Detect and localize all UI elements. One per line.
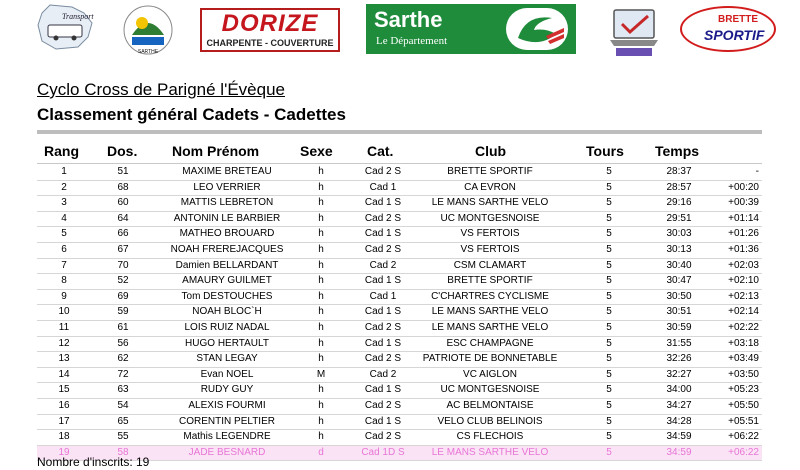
cell-temps: 30:59 <box>666 321 692 333</box>
cell-rang: 6 <box>61 243 67 255</box>
cell-temps: 29:16 <box>666 197 692 209</box>
cell-temps: 32:26 <box>666 353 692 365</box>
header-divider <box>37 163 762 164</box>
table-row <box>37 274 762 290</box>
header-temps: Temps <box>655 143 700 159</box>
cell-sexe: h <box>318 197 324 209</box>
cell-tours: 5 <box>606 415 612 427</box>
cell-temps: 28:37 <box>666 166 692 177</box>
cell-nom: LOIS RUIZ NADAL <box>184 321 270 333</box>
cell-club: CSM CLAMART <box>453 259 527 271</box>
cell-temps: 30:03 <box>666 228 692 240</box>
cell-sexe: M <box>316 368 326 380</box>
table-row <box>37 259 762 275</box>
cell-tours: 5 <box>606 228 612 240</box>
cell-cat: Cad 2 <box>369 259 397 271</box>
cell-temps: 34:59 <box>666 431 692 443</box>
cell-sexe: d <box>318 446 324 458</box>
cell-ecart: +03:50 <box>728 368 759 380</box>
cell-dos: 55 <box>117 431 129 443</box>
dorize-logo-subtitle: CHARPENTE - COUVERTURE <box>206 38 334 48</box>
cell-ecart: +02:10 <box>728 275 759 287</box>
cell-dos: 58 <box>117 446 129 458</box>
cell-cat: Cad 1 S <box>364 228 402 240</box>
cell-rang: 13 <box>58 353 70 365</box>
cell-sexe: h <box>318 337 324 349</box>
cell-tours: 5 <box>606 337 612 349</box>
cell-temps: 28:57 <box>666 181 692 193</box>
cell-club: AC BELMONTAISE <box>446 399 534 411</box>
cell-ecart: +02:13 <box>728 290 759 302</box>
cell-nom: CORENTIN PELTIER <box>179 415 275 427</box>
table-row <box>37 212 762 228</box>
cell-nom: ALEXIS FOURMI <box>188 399 266 411</box>
cell-tours: 5 <box>606 368 612 380</box>
cell-ecart: +03:49 <box>728 353 759 365</box>
cell-sexe: h <box>318 306 324 318</box>
cell-cat: Cad 1 S <box>364 384 402 396</box>
cell-club: ESC CHAMPAGNE <box>446 337 534 349</box>
cell-tours: 5 <box>606 306 612 318</box>
cell-tours: 5 <box>606 384 612 396</box>
cell-temps: 30:50 <box>666 290 692 302</box>
cell-ecart: - <box>755 166 759 177</box>
cell-dos: 64 <box>117 212 129 224</box>
table-row <box>37 321 762 337</box>
cell-rang: 12 <box>58 337 70 349</box>
cell-cat: Cad 2 S <box>364 431 402 443</box>
cell-ecart: +05:50 <box>728 399 759 411</box>
cell-nom: STAN LEGAY <box>196 353 258 365</box>
cell-sexe: h <box>318 399 324 411</box>
cell-tours: 5 <box>606 353 612 365</box>
cell-nom: MATHEO BROUARD <box>179 228 275 240</box>
cell-sexe: h <box>318 243 324 255</box>
cell-club: PATRIOTE DE BONNETABLE <box>422 353 558 365</box>
cell-cat: Cad 1 S <box>364 275 402 287</box>
cell-sexe: h <box>318 415 324 427</box>
header-nom: Nom Prénom <box>172 143 260 159</box>
cell-temps: 30:51 <box>666 306 692 318</box>
cell-ecart: +01:26 <box>728 228 759 240</box>
cell-rang: 16 <box>58 399 70 411</box>
cell-sexe: h <box>318 275 324 287</box>
cell-ecart: +02:03 <box>728 259 759 271</box>
sarthe-emblem-icon <box>506 8 568 50</box>
cell-nom: AMAURY GUILMET <box>182 275 272 287</box>
cell-rang: 4 <box>61 212 67 224</box>
cell-sexe: h <box>318 166 324 177</box>
table-header <box>37 141 762 161</box>
cell-dos: 51 <box>117 166 129 177</box>
header-tours: Tours <box>586 143 624 159</box>
cell-sexe: h <box>318 181 324 193</box>
cell-nom: NOAH BLOC`H <box>192 306 262 318</box>
cell-sexe: h <box>318 353 324 365</box>
cell-ecart: +00:39 <box>728 197 759 209</box>
table-row <box>37 383 762 399</box>
cell-dos: 63 <box>117 384 129 396</box>
cell-rang: 2 <box>61 181 67 193</box>
cell-club: LE MANS SARTHE VELO <box>431 306 549 318</box>
header-club: Club <box>475 143 507 159</box>
brette-logo-top: BRETTE <box>718 14 758 25</box>
cell-rang: 11 <box>58 321 70 333</box>
cell-temps: 31:55 <box>666 337 692 349</box>
svg-text:Transport: Transport <box>62 12 94 21</box>
header-sexe: Sexe <box>300 143 333 159</box>
cell-sexe: h <box>318 228 324 240</box>
dorize-logo <box>200 8 340 52</box>
cell-cat: Cad 1D S <box>361 446 405 458</box>
cell-nom: JADE BESNARD <box>188 446 266 458</box>
cell-sexe: h <box>318 290 324 302</box>
cell-cat: Cad 2 S <box>364 212 402 224</box>
cell-cat: Cad 2 S <box>364 321 402 333</box>
cell-rang: 9 <box>61 290 67 302</box>
table-row <box>37 337 762 353</box>
cell-nom: LEO VERRIER <box>193 181 261 193</box>
header-dos: Dos. <box>107 143 138 159</box>
table-row <box>37 352 762 368</box>
cell-nom: Tom DESTOUCHES <box>181 290 273 302</box>
france-bus-logo <box>32 3 100 51</box>
cell-rang: 10 <box>58 306 70 318</box>
cell-club: UC MONTGESNOISE <box>440 212 540 224</box>
sarthe-logo-title: Sarthe <box>374 7 443 32</box>
cell-club: VELO CLUB BELINOIS <box>437 415 543 427</box>
table-row <box>37 368 762 384</box>
table-row <box>37 165 762 181</box>
cell-tours: 5 <box>606 446 612 458</box>
cell-tours: 5 <box>606 181 612 193</box>
cell-cat: Cad 1 S <box>364 306 402 318</box>
cell-temps: 30:47 <box>666 275 692 287</box>
cell-club: LE MANS SARTHE VELO <box>431 446 549 458</box>
cell-sexe: h <box>318 431 324 443</box>
cell-nom: Damien BELLARDANT <box>175 259 279 271</box>
cell-club: UC MONTGESNOISE <box>440 384 540 396</box>
cell-nom: MAXIME BRETEAU <box>182 166 272 177</box>
cell-rang: 7 <box>61 259 67 271</box>
cell-tours: 5 <box>606 212 612 224</box>
cell-temps: 29:51 <box>666 212 692 224</box>
cell-sexe: h <box>318 212 324 224</box>
header-rang: Rang <box>44 143 79 159</box>
cell-club: BRETTE SPORTIF <box>447 166 533 177</box>
cell-tours: 5 <box>606 243 612 255</box>
cell-nom: MATTIS LEBRETON <box>180 197 274 209</box>
cell-ecart: +01:36 <box>728 243 759 255</box>
cell-dos: 65 <box>117 415 129 427</box>
event-title: Cyclo Cross de Parigné l'Évèque <box>37 80 285 99</box>
cell-cat: Cad 1 S <box>364 415 402 427</box>
cell-nom: HUGO HERTAULT <box>185 337 269 349</box>
cell-nom: NOAH FREREJACQUES <box>170 243 284 255</box>
cell-temps: 34:27 <box>666 399 692 411</box>
cell-cat: Cad 2 S <box>364 353 402 365</box>
dorize-logo-title: DORIZE <box>221 10 319 37</box>
cell-club: VS FERTOIS <box>460 228 520 240</box>
brette-sportif-logo <box>680 6 776 52</box>
cell-club: LE MANS SARTHE VELO <box>431 197 549 209</box>
cell-temps: 34:00 <box>666 384 692 396</box>
title-divider <box>37 130 762 134</box>
brette-logo-bottom: SPORTIF <box>704 27 765 43</box>
cell-tours: 5 <box>606 431 612 443</box>
cell-dos: 70 <box>117 259 129 271</box>
cell-nom: RUDY GUY <box>200 384 254 396</box>
sarthe-logo-subtitle: Le Département <box>376 35 448 47</box>
cell-rang: 3 <box>61 197 67 209</box>
cell-tours: 5 <box>606 399 612 411</box>
cell-sexe: h <box>318 259 324 271</box>
table-row <box>37 305 762 321</box>
cell-rang: 8 <box>61 275 67 287</box>
table-row <box>37 399 762 415</box>
cell-ecart: +03:18 <box>728 337 759 349</box>
cell-nom: ANTONIN LE BARBIER <box>173 212 281 224</box>
cell-club: CA EVRON <box>464 181 516 193</box>
cell-tours: 5 <box>606 321 612 333</box>
cell-dos: 66 <box>117 228 129 240</box>
cell-rang: 14 <box>58 368 70 380</box>
cell-tours: 5 <box>606 166 612 177</box>
cell-nom: Mathis LEGENDRE <box>183 431 271 443</box>
cell-ecart: +06:22 <box>728 446 759 458</box>
table-row <box>37 290 762 306</box>
cell-dos: 62 <box>117 353 129 365</box>
table-row <box>37 196 762 212</box>
cell-temps: 34:28 <box>666 415 692 427</box>
cell-cat: Cad 2 S <box>364 166 402 177</box>
cell-nom: Evan NOEL <box>200 368 254 380</box>
cell-dos: 59 <box>117 306 129 318</box>
cell-cat: Cad 2 <box>369 368 397 380</box>
cell-cat: Cad 2 S <box>364 243 402 255</box>
cell-temps: 32:27 <box>666 368 692 380</box>
cell-dos: 68 <box>117 181 129 193</box>
cell-club: BRETTE SPORTIF <box>447 275 533 287</box>
cell-ecart: +05:51 <box>728 415 759 427</box>
cell-club: CS FLECHOIS <box>456 431 524 443</box>
cell-rang: 18 <box>58 431 70 443</box>
place-laptop-logo <box>606 4 662 60</box>
cell-club: VS FERTOIS <box>460 243 520 255</box>
cell-dos: 52 <box>117 275 129 287</box>
results-table-body <box>37 165 762 461</box>
table-row <box>37 181 762 197</box>
cell-ecart: +05:23 <box>728 384 759 396</box>
cell-dos: 69 <box>117 290 129 302</box>
ranking-title: Classement général Cadets - Cadettes <box>37 105 346 124</box>
cell-temps: 30:13 <box>666 243 692 255</box>
cell-cat: Cad 2 S <box>364 399 402 411</box>
cell-sexe: h <box>318 321 324 333</box>
cell-sexe: h <box>318 384 324 396</box>
cell-temps: 34:59 <box>666 446 692 458</box>
cell-dos: 61 <box>117 321 129 333</box>
cell-club: VC AIGLON <box>463 368 517 380</box>
cell-dos: 56 <box>117 337 129 349</box>
cell-ecart: +06:22 <box>728 431 759 443</box>
header-cat: Cat. <box>367 143 394 159</box>
sarthe-departement-logo <box>366 4 576 54</box>
cell-tours: 5 <box>606 290 612 302</box>
cell-ecart: +00:20 <box>728 181 759 193</box>
parigne-leveque-logo <box>118 3 178 57</box>
cell-dos: 60 <box>117 197 129 209</box>
cell-ecart: +02:14 <box>728 306 759 318</box>
cell-rang: 1 <box>61 166 67 177</box>
sponsor-logos <box>0 0 800 66</box>
cell-tours: 5 <box>606 197 612 209</box>
table-row <box>37 415 762 431</box>
cell-club: LE MANS SARTHE VELO <box>431 321 549 333</box>
cell-rang: 5 <box>61 228 67 240</box>
cell-club: C'CHARTRES CYCLISME <box>431 290 549 302</box>
cell-temps: 30:40 <box>666 259 692 271</box>
cell-dos: 54 <box>117 399 129 411</box>
cell-rang: 17 <box>58 415 70 427</box>
cell-tours: 5 <box>606 275 612 287</box>
cell-cat: Cad 1 S <box>364 197 402 209</box>
cell-ecart: +02:22 <box>728 321 759 333</box>
cell-dos: 67 <box>117 243 129 255</box>
svg-text:SARTHE: SARTHE <box>137 49 159 55</box>
cell-dos: 72 <box>117 368 129 380</box>
cell-tours: 5 <box>606 259 612 271</box>
cell-rang: 19 <box>58 446 70 458</box>
table-row <box>37 227 762 243</box>
cell-cat: Cad 1 <box>369 181 397 193</box>
cell-rang: 15 <box>58 384 70 396</box>
cell-cat: Cad 1 S <box>364 337 402 349</box>
table-row <box>37 430 762 446</box>
table-row <box>37 243 762 259</box>
cell-ecart: +01:14 <box>728 212 759 224</box>
registered-count: Nombre d'inscrits: 19 <box>37 455 150 469</box>
cell-cat: Cad 1 <box>369 290 397 302</box>
